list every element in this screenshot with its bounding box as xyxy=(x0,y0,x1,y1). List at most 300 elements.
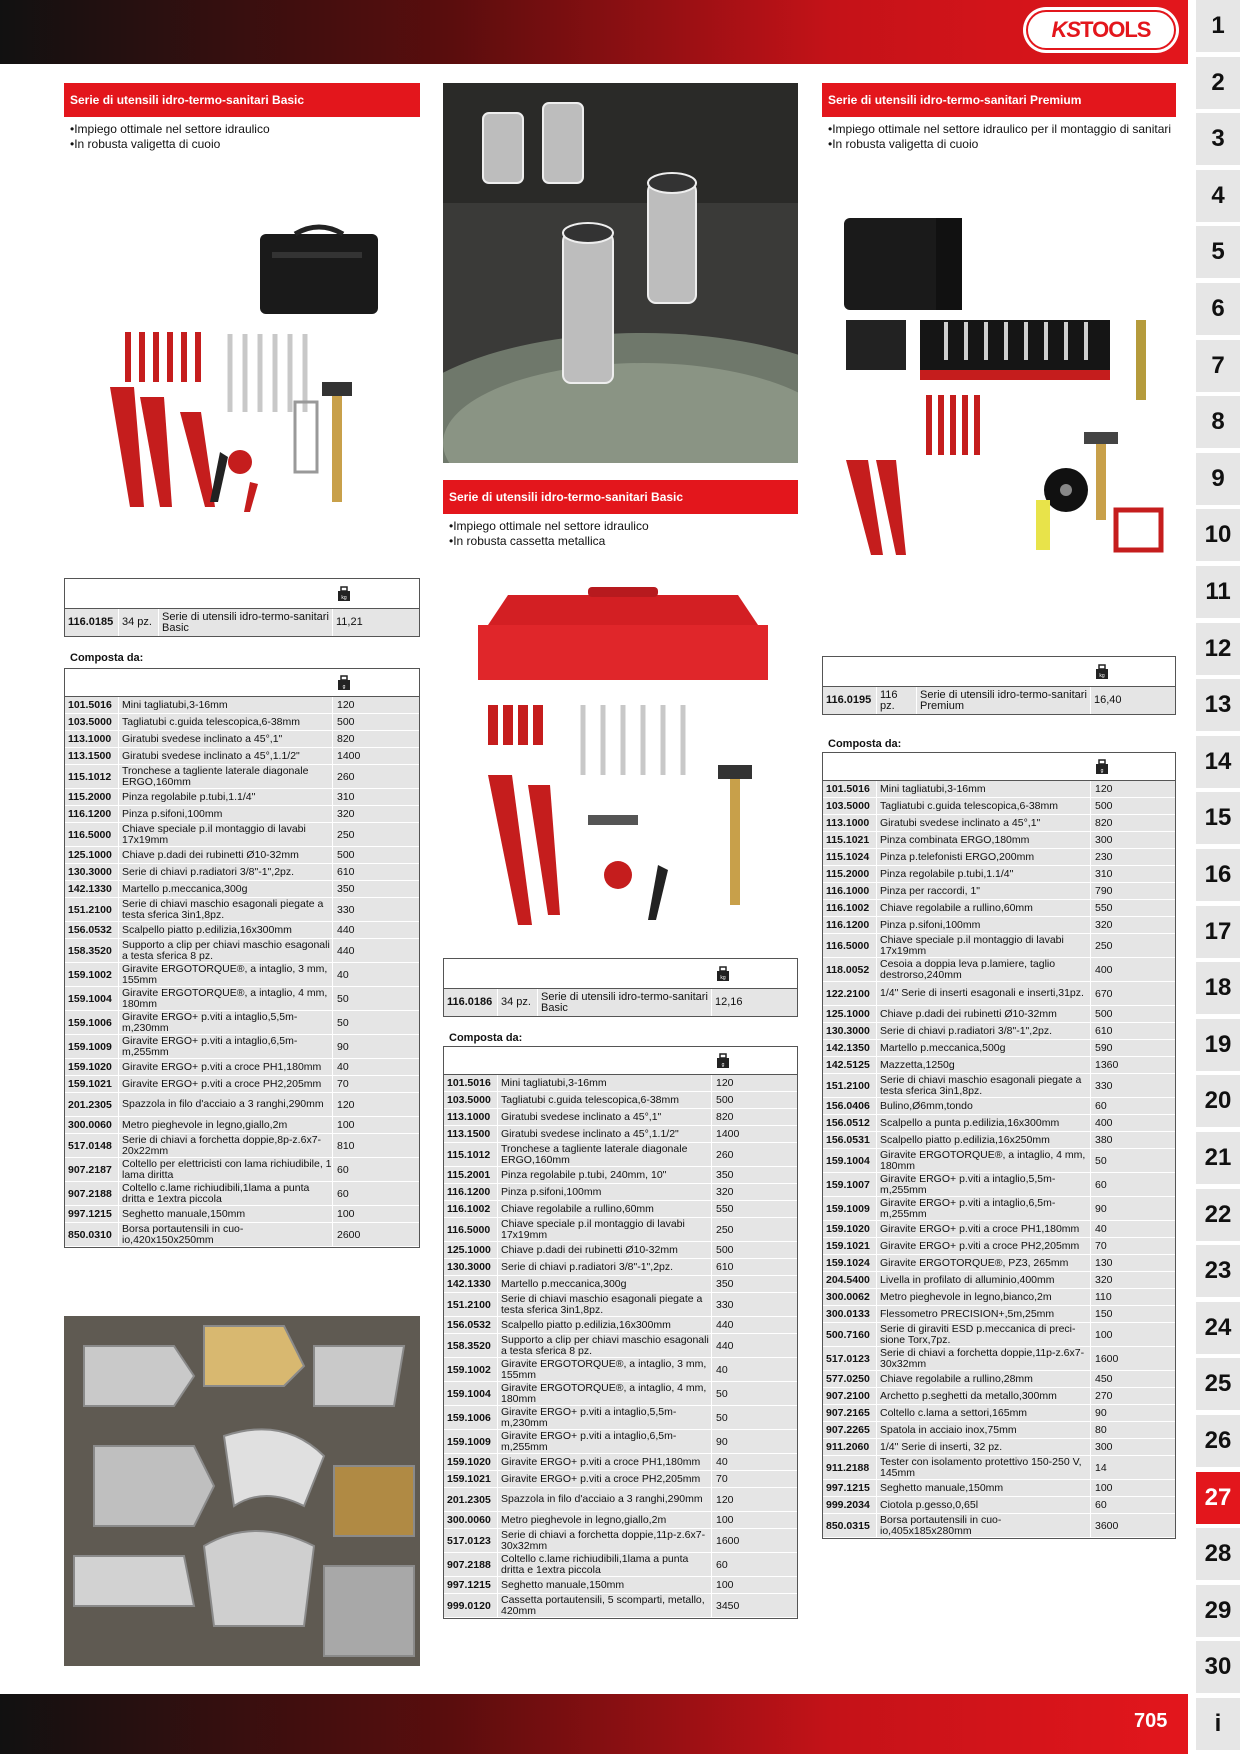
socket-workshop-photo xyxy=(443,83,798,463)
article-description: Giravite ERGO+ p.viti a intaglio,6,5m-m,255mm xyxy=(877,1197,1091,1220)
component-row xyxy=(444,1218,797,1242)
left-composed-label: Composta da: xyxy=(70,652,144,664)
component-row xyxy=(823,1149,1175,1173)
component-row xyxy=(65,1076,419,1093)
article-code: 159.1004 xyxy=(444,1382,498,1405)
article-code: 142.1330 xyxy=(444,1276,498,1292)
chapter-tab-5[interactable]: 5 xyxy=(1196,226,1240,278)
article-code: 156.0406 xyxy=(823,1098,877,1114)
article-weight: 90 xyxy=(337,1040,349,1053)
article-code: 159.1006 xyxy=(65,1011,119,1034)
article-weight: 230 xyxy=(1095,851,1113,863)
component-row xyxy=(823,1006,1175,1023)
article-weight: 100 xyxy=(1095,1482,1113,1494)
component-row xyxy=(65,864,419,881)
article-code: 125.1000 xyxy=(444,1242,498,1258)
component-row xyxy=(823,917,1175,934)
article-weight: 500 xyxy=(337,716,355,728)
article-description: Serie di chiavi p.radiatori 3/8"-1",2pz. xyxy=(498,1259,712,1275)
article-description: Giravite ERGOTORQUE®, a intaglio, 3 mm, 155mm xyxy=(119,963,333,986)
middle-components-table xyxy=(443,1046,798,1619)
article-code: 115.1012 xyxy=(444,1143,498,1166)
article-weight: 60 xyxy=(337,1163,349,1176)
article-weight: 300 xyxy=(1095,834,1113,846)
article-code: 850.0310 xyxy=(65,1223,119,1246)
bullet-item: •Impiego ottimale nel settore idraulico per il montaggio di sanitari xyxy=(828,122,1172,136)
article-weight: 820 xyxy=(1095,817,1113,829)
article-code: 577.0250 xyxy=(823,1371,877,1387)
article-description: Ciotola p.gesso,0,65l xyxy=(877,1497,1091,1513)
article-code: 159.1002 xyxy=(65,963,119,986)
article-description: Coltello per elettricisti con lama richiudibile, 1 lama diritta xyxy=(119,1158,333,1181)
article-description: Seghetto manuale,150mm xyxy=(877,1480,1091,1496)
article-description: 1/4" Serie di inserti, 32 pz. xyxy=(877,1439,1091,1455)
left-components-table xyxy=(64,668,420,1248)
article-weight: 1400 xyxy=(716,1128,740,1140)
weight-g-icon xyxy=(716,1053,730,1069)
article-description: Giratubi svedese inclinato a 45°,1.1/2" xyxy=(498,1126,712,1142)
chapter-tab-6[interactable]: 6 xyxy=(1196,283,1240,335)
article-weight: 3600 xyxy=(1095,1519,1119,1532)
chapter-tab-17[interactable]: 17 xyxy=(1196,906,1240,958)
article-code: 113.1000 xyxy=(65,731,119,747)
bullet-item: •In robusta valigetta di cuoio xyxy=(828,137,979,151)
article-description: Archetto p.seghetti da metallo,300mm xyxy=(877,1388,1091,1404)
article-weight: 320 xyxy=(716,1186,734,1198)
article-description: Pinza per raccordi, 1" xyxy=(877,883,1091,899)
chapter-tab-12[interactable]: 12 xyxy=(1196,623,1240,675)
component-row xyxy=(823,815,1175,832)
chapter-tab-28[interactable]: 28 xyxy=(1196,1528,1240,1580)
component-row xyxy=(65,939,419,963)
article-weight: 500 xyxy=(1095,800,1113,812)
component-row xyxy=(823,1074,1175,1098)
article-description: Giravite ERGO+ p.viti a croce PH2,205mm xyxy=(498,1471,712,1487)
component-row xyxy=(444,1201,797,1218)
article-code: 999.0120 xyxy=(444,1594,498,1617)
component-row xyxy=(823,866,1175,883)
article-description: Pinza p.sifoni,100mm xyxy=(498,1184,712,1200)
chapter-tab-2[interactable]: 2 xyxy=(1196,57,1240,109)
component-row xyxy=(823,1323,1175,1347)
article-weight: 60 xyxy=(716,1558,728,1571)
chapter-tab-20[interactable]: 20 xyxy=(1196,1075,1240,1127)
article-weight: 100 xyxy=(716,1514,734,1526)
article-code: 159.1020 xyxy=(444,1454,498,1470)
article-code: 907.2187 xyxy=(65,1158,119,1181)
article-code: 142.5125 xyxy=(823,1057,877,1073)
component-row xyxy=(65,748,419,765)
component-row xyxy=(823,1023,1175,1040)
article-weight: 1360 xyxy=(1095,1059,1119,1071)
article-weight: 50 xyxy=(716,1411,728,1424)
article-description: Tronchese a tagliente laterale diagonale ERGO,160mm xyxy=(498,1143,712,1166)
article-code: 116.1000 xyxy=(823,883,877,899)
metal-toolbox-set-image xyxy=(468,585,778,930)
article-weight: 120 xyxy=(716,1077,734,1089)
component-row xyxy=(65,789,419,806)
component-row xyxy=(444,1242,797,1259)
article-description: Giravite ERGO+ p.viti a intaglio,5,5m-m,255mm xyxy=(877,1173,1091,1196)
chapter-tab-23[interactable]: 23 xyxy=(1196,1245,1240,1297)
component-row xyxy=(65,1011,419,1035)
article-code: 156.0512 xyxy=(823,1115,877,1131)
article-code: 122.2100 xyxy=(823,982,877,1005)
article-weight: 150 xyxy=(1095,1308,1113,1320)
article-weight: 70 xyxy=(1095,1240,1107,1252)
component-row xyxy=(65,1223,419,1247)
article-code: 159.1004 xyxy=(65,987,119,1010)
article-description: Serie di chiavi maschio esagonali piegate a testa sferica 3in1,8pz. xyxy=(119,898,333,921)
article-description: Pinza p.telefonisti ERGO,200mm xyxy=(877,849,1091,865)
article-weight: 14 xyxy=(1095,1461,1107,1474)
article-description: Scalpello piatto p.edilizia,16x250mm xyxy=(877,1132,1091,1148)
article-weight: 500 xyxy=(337,849,355,861)
article-description: Giravite ERGOTORQUE®, a intaglio, 4 mm, 180mm xyxy=(498,1382,712,1405)
article-code: 115.2000 xyxy=(823,866,877,882)
article-description: Serie di chiavi maschio esagonali piegate a testa sferica 3in1,8pz. xyxy=(498,1293,712,1316)
article-description: Chiave speciale p.il montaggio di lavabi 17x19mm xyxy=(877,934,1091,957)
chapter-tab-16[interactable]: 16 xyxy=(1196,849,1240,901)
article-code: 130.3000 xyxy=(444,1259,498,1275)
component-row xyxy=(444,1259,797,1276)
article-weight: 1400 xyxy=(337,750,361,762)
article-description: Giravite ERGO+ p.viti a croce PH2,205mm xyxy=(119,1076,333,1092)
component-row xyxy=(444,1167,797,1184)
component-row xyxy=(65,823,419,847)
article-weight: 550 xyxy=(716,1203,734,1215)
article-code: 997.1215 xyxy=(65,1206,119,1222)
article-weight: 610 xyxy=(337,866,355,878)
component-row xyxy=(823,1347,1175,1371)
component-row xyxy=(444,1553,797,1577)
article-code: 850.0315 xyxy=(823,1514,877,1537)
article-code: 115.1021 xyxy=(823,832,877,848)
article-description: Metro pieghevole in legno,giallo,2m xyxy=(119,1117,333,1133)
article-weight: 500 xyxy=(716,1244,734,1256)
article-description: Martello p.meccanica,300g xyxy=(119,881,333,897)
article-weight: 250 xyxy=(1095,939,1113,952)
article-description: Serie di chiavi a forchetta doppie,11p-z.6x7-30x32mm xyxy=(877,1347,1091,1370)
article-weight: 1600 xyxy=(1095,1352,1119,1365)
article-weight: 300 xyxy=(1095,1441,1113,1453)
component-row xyxy=(65,714,419,731)
article-code: 158.3520 xyxy=(444,1334,498,1357)
component-row xyxy=(823,1221,1175,1238)
article-weight: 120 xyxy=(1095,783,1113,795)
article-code: 116.5000 xyxy=(65,823,119,846)
middle-section-title: Serie di utensili idro-termo-sanitari Basic xyxy=(443,480,798,514)
article-weight: 320 xyxy=(1095,919,1113,931)
article-code: 997.1215 xyxy=(444,1577,498,1593)
article-weight: 820 xyxy=(337,733,355,745)
article-code: 907.2188 xyxy=(444,1553,498,1576)
chapter-tab-18[interactable]: 18 xyxy=(1196,962,1240,1014)
chapter-tab-25[interactable]: 25 xyxy=(1196,1358,1240,1410)
article-code: 911.2188 xyxy=(823,1456,877,1479)
article-weight: 100 xyxy=(716,1579,734,1591)
article-weight: 260 xyxy=(716,1148,734,1161)
chapter-tab-7[interactable]: 7 xyxy=(1196,340,1240,392)
article-description: Tronchese a tagliente laterale diagonale ERGO,160mm xyxy=(119,765,333,788)
article-description: Metro pieghevole in legno,bianco,2m xyxy=(877,1289,1091,1305)
article-weight: 50 xyxy=(337,992,349,1005)
chapter-tab-24[interactable]: 24 xyxy=(1196,1302,1240,1354)
article-description: Giravite ERGO+ p.viti a croce PH1,180mm xyxy=(119,1059,333,1075)
leather-bag-tool-set-image xyxy=(100,222,390,527)
article-description: Cassetta portautensili, 5 scomparti, metallo, 420mm xyxy=(498,1594,712,1617)
article-code: 159.1020 xyxy=(65,1059,119,1075)
article-description: Scalpello a punta p.edilizia,16x300mm xyxy=(877,1115,1091,1131)
article-code: 116.1002 xyxy=(444,1201,498,1217)
article-weight: 110 xyxy=(1095,1291,1112,1303)
component-row xyxy=(823,1115,1175,1132)
component-row xyxy=(444,1382,797,1406)
component-row xyxy=(823,982,1175,1006)
article-weight: 310 xyxy=(337,791,355,803)
chapter-tab-11[interactable]: 11 xyxy=(1196,566,1240,618)
article-code: 116.1002 xyxy=(823,900,877,916)
article-code: 999.2034 xyxy=(823,1497,877,1513)
component-row xyxy=(823,1439,1175,1456)
chapter-tab-10[interactable]: 10 xyxy=(1196,509,1240,561)
chapter-tab-19[interactable]: 19 xyxy=(1196,1019,1240,1071)
article-weight: 90 xyxy=(1095,1407,1107,1419)
article-description: Chiave p.dadi dei rubinetti Ø10-32mm xyxy=(119,847,333,863)
article-weight: 610 xyxy=(716,1261,734,1273)
article-description: Giravite ERGO+ p.viti a croce PH2,205mm xyxy=(877,1238,1091,1254)
article-weight: 790 xyxy=(1095,885,1113,897)
article-code: 159.1007 xyxy=(823,1173,877,1196)
article-code: 115.1024 xyxy=(823,849,877,865)
chapter-tab-14[interactable]: 14 xyxy=(1196,736,1240,788)
article-code: 517.0123 xyxy=(444,1529,498,1552)
article-weight: 350 xyxy=(716,1169,734,1181)
article-code: 159.1024 xyxy=(823,1255,877,1271)
page-number: 705 xyxy=(1134,1710,1168,1732)
article-code: 125.1000 xyxy=(65,847,119,863)
article-code: 142.1350 xyxy=(823,1040,877,1056)
article-code: 159.1021 xyxy=(65,1076,119,1092)
article-description: Martello p.meccanica,500g xyxy=(877,1040,1091,1056)
article-weight: 60 xyxy=(1095,1100,1107,1112)
article-description: Supporto a clip per chiavi maschio esagonali a testa sferica 8 pz. xyxy=(119,939,333,962)
article-description: Pinza regolabile p.tubi, 240mm, 10" xyxy=(498,1167,712,1183)
component-row xyxy=(823,1306,1175,1323)
article-weight: 440 xyxy=(716,1319,734,1331)
article-weight: 320 xyxy=(337,808,355,820)
chapter-tab-21[interactable]: 21 xyxy=(1196,1132,1240,1184)
article-weight: 670 xyxy=(1095,987,1113,1000)
article-description: Borsa portautensili in cuo-io,420x150x250mm xyxy=(119,1223,333,1246)
chapter-tab-27[interactable]: 27 xyxy=(1196,1472,1240,1524)
right-composed-label: Composta da: xyxy=(828,738,902,750)
bullet-item: •Impiego ottimale nel settore idraulico xyxy=(70,122,270,136)
article-weight: 350 xyxy=(716,1278,734,1290)
article-weight: 80 xyxy=(1095,1424,1107,1436)
article-code: 116.5000 xyxy=(444,1218,498,1241)
component-row xyxy=(823,849,1175,866)
chapter-tab-3[interactable]: 3 xyxy=(1196,113,1240,165)
article-code: 116.1200 xyxy=(65,806,119,822)
chapter-tabs xyxy=(1196,0,1240,1754)
article-code: 130.3000 xyxy=(823,1023,877,1039)
article-weight: 120 xyxy=(337,699,355,711)
component-row xyxy=(823,1405,1175,1422)
component-row xyxy=(65,1206,419,1223)
article-description: Serie di chiavi a forchetta doppie,8p-z.6x7-20x22mm xyxy=(119,1134,333,1157)
chapter-tab-4[interactable]: 4 xyxy=(1196,170,1240,222)
chapter-tab-9[interactable]: 9 xyxy=(1196,453,1240,505)
component-row xyxy=(823,1255,1175,1272)
article-code: 115.1012 xyxy=(65,765,119,788)
article-weight: 3450 xyxy=(716,1599,740,1612)
article-weight: 270 xyxy=(1095,1390,1113,1402)
component-row xyxy=(823,958,1175,982)
article-description: Giratubi svedese inclinato a 45°,1" xyxy=(119,731,333,747)
middle-product-table: kg 116.0186 34 pz. Serie di utensili idro-termo-sanitari Basic 12,16 xyxy=(443,958,798,1017)
component-row xyxy=(444,1109,797,1126)
component-row xyxy=(823,1514,1175,1538)
article-description: Giratubi svedese inclinato a 45°,1" xyxy=(877,815,1091,831)
component-row xyxy=(444,1276,797,1293)
article-code: 113.1500 xyxy=(444,1126,498,1142)
article-description: Serie di chiavi a forchetta doppie,11p-z.6x7-30x32mm xyxy=(498,1529,712,1552)
article-weight: 550 xyxy=(1095,902,1113,914)
chapter-tab-30[interactable]: 30 xyxy=(1196,1641,1240,1693)
article-weight: 350 xyxy=(337,883,355,895)
article-description: Tester con isolamento protettivo 150-250 V, 145mm xyxy=(877,1456,1091,1479)
component-row xyxy=(444,1293,797,1317)
article-code: 101.5016 xyxy=(444,1075,498,1091)
chapter-tab-1[interactable]: 1 xyxy=(1196,0,1240,52)
article-weight: 60 xyxy=(1095,1499,1107,1511)
component-row xyxy=(823,832,1175,849)
article-weight: 330 xyxy=(337,903,355,916)
ks-tools-logo: KS TOOLS xyxy=(1026,10,1176,50)
svg-text:kg: kg xyxy=(720,975,726,981)
svg-text:kg: kg xyxy=(1099,673,1105,679)
component-row xyxy=(444,1184,797,1201)
component-row xyxy=(823,1098,1175,1115)
wrenches-pile-image xyxy=(64,1316,420,1666)
article-weight: 70 xyxy=(716,1473,728,1485)
component-row xyxy=(65,1134,419,1158)
article-weight: 440 xyxy=(337,924,355,936)
component-row xyxy=(65,898,419,922)
chapter-tab-29[interactable]: 29 xyxy=(1196,1585,1240,1637)
article-weight: 330 xyxy=(1095,1079,1113,1092)
component-row xyxy=(444,1488,797,1512)
article-description: Chiave regolabile a rullino,60mm xyxy=(877,900,1091,916)
article-code: 156.0531 xyxy=(823,1132,877,1148)
article-weight: 320 xyxy=(1095,1274,1113,1286)
article-weight: 440 xyxy=(337,944,355,957)
component-row xyxy=(65,963,419,987)
article-weight: 120 xyxy=(716,1493,734,1506)
article-code: 113.1000 xyxy=(823,815,877,831)
article-description: Tagliatubi c.guida telescopica,6-38mm xyxy=(119,714,333,730)
article-code: 156.0532 xyxy=(65,922,119,938)
article-description: 1/4" Serie di inserti esagonali e inserti,31pz. xyxy=(877,982,1091,1005)
component-row xyxy=(65,1059,419,1076)
article-code: 115.2001 xyxy=(444,1167,498,1183)
right-components-table xyxy=(822,752,1176,1539)
article-code: 113.1000 xyxy=(444,1109,498,1125)
header-bar xyxy=(0,0,1188,64)
right-product-table: kg 116.0195 116 pz. Serie di utensili idro-termo-sanitari Premium 16,40 xyxy=(822,656,1176,715)
article-description: Bulino,Ø6mm,tondo xyxy=(877,1098,1091,1114)
article-weight: 90 xyxy=(1095,1202,1107,1215)
article-code: 159.1009 xyxy=(65,1035,119,1058)
component-row xyxy=(65,697,419,714)
article-description: Giravite ERGOTORQUE®, PZ3, 265mm xyxy=(877,1255,1091,1271)
article-code: 156.0532 xyxy=(444,1317,498,1333)
left-section-title: Serie di utensili idro-termo-sanitari Basic xyxy=(64,83,420,117)
component-row xyxy=(823,1371,1175,1388)
article-weight: 1600 xyxy=(716,1534,740,1547)
article-weight: 50 xyxy=(716,1387,728,1400)
component-row xyxy=(823,1422,1175,1439)
chapter-tab-8[interactable]: 8 xyxy=(1196,396,1240,448)
component-row xyxy=(444,1406,797,1430)
chapter-tab-15[interactable]: 15 xyxy=(1196,792,1240,844)
weight-kg-icon xyxy=(716,966,730,982)
chapter-tab-i[interactable]: i xyxy=(1196,1698,1240,1750)
article-weight: 500 xyxy=(1095,1008,1113,1020)
component-row xyxy=(823,1173,1175,1197)
chapter-tab-22[interactable]: 22 xyxy=(1196,1189,1240,1241)
article-code: 300.0060 xyxy=(65,1117,119,1133)
article-weight: 310 xyxy=(1095,868,1113,880)
left-product-table: kg 116.0185 34 pz. Serie di utensili idro-termo-sanitari Basic 11,21 xyxy=(64,578,420,637)
article-code: 911.2060 xyxy=(823,1439,877,1455)
article-description: Coltello c.lame richiudibili,1lama a punta dritta e 1extra piccola xyxy=(119,1182,333,1205)
article-code: 159.1004 xyxy=(823,1149,877,1172)
article-weight: 130 xyxy=(1095,1257,1113,1269)
article-weight: 250 xyxy=(716,1223,734,1236)
middle-bullets xyxy=(449,519,794,549)
article-code: 130.3000 xyxy=(65,864,119,880)
article-weight: 440 xyxy=(716,1339,734,1352)
article-description: Coltello c.lame richiudibili,1lama a punta dritta e 1extra piccola xyxy=(498,1553,712,1576)
article-code: 142.1330 xyxy=(65,881,119,897)
component-row xyxy=(823,1238,1175,1255)
svg-text:kg: kg xyxy=(341,595,347,601)
chapter-tab-13[interactable]: 13 xyxy=(1196,679,1240,731)
article-description: Seghetto manuale,150mm xyxy=(498,1577,712,1593)
component-row xyxy=(65,1182,419,1206)
article-code: 103.5000 xyxy=(444,1092,498,1108)
component-row xyxy=(444,1454,797,1471)
article-code: 116.1200 xyxy=(444,1184,498,1200)
article-code: 118.0052 xyxy=(823,958,877,981)
component-row xyxy=(823,900,1175,917)
chapter-tab-26[interactable]: 26 xyxy=(1196,1415,1240,1467)
article-weight: 380 xyxy=(1095,1134,1113,1146)
article-description: Tagliatubi c.guida telescopica,6-38mm xyxy=(498,1092,712,1108)
article-description: Chiave regolabile a rullino,28mm xyxy=(877,1371,1091,1387)
component-row xyxy=(444,1126,797,1143)
component-row xyxy=(444,1334,797,1358)
weight-g-icon xyxy=(337,675,351,691)
article-weight: 590 xyxy=(1095,1042,1113,1054)
article-code: 103.5000 xyxy=(65,714,119,730)
article-code: 116.1200 xyxy=(823,917,877,933)
component-row xyxy=(444,1092,797,1109)
article-description: Serie di chiavi p.radiatori 3/8"-1",2pz. xyxy=(119,864,333,880)
middle-composed-label: Composta da: xyxy=(449,1032,523,1044)
